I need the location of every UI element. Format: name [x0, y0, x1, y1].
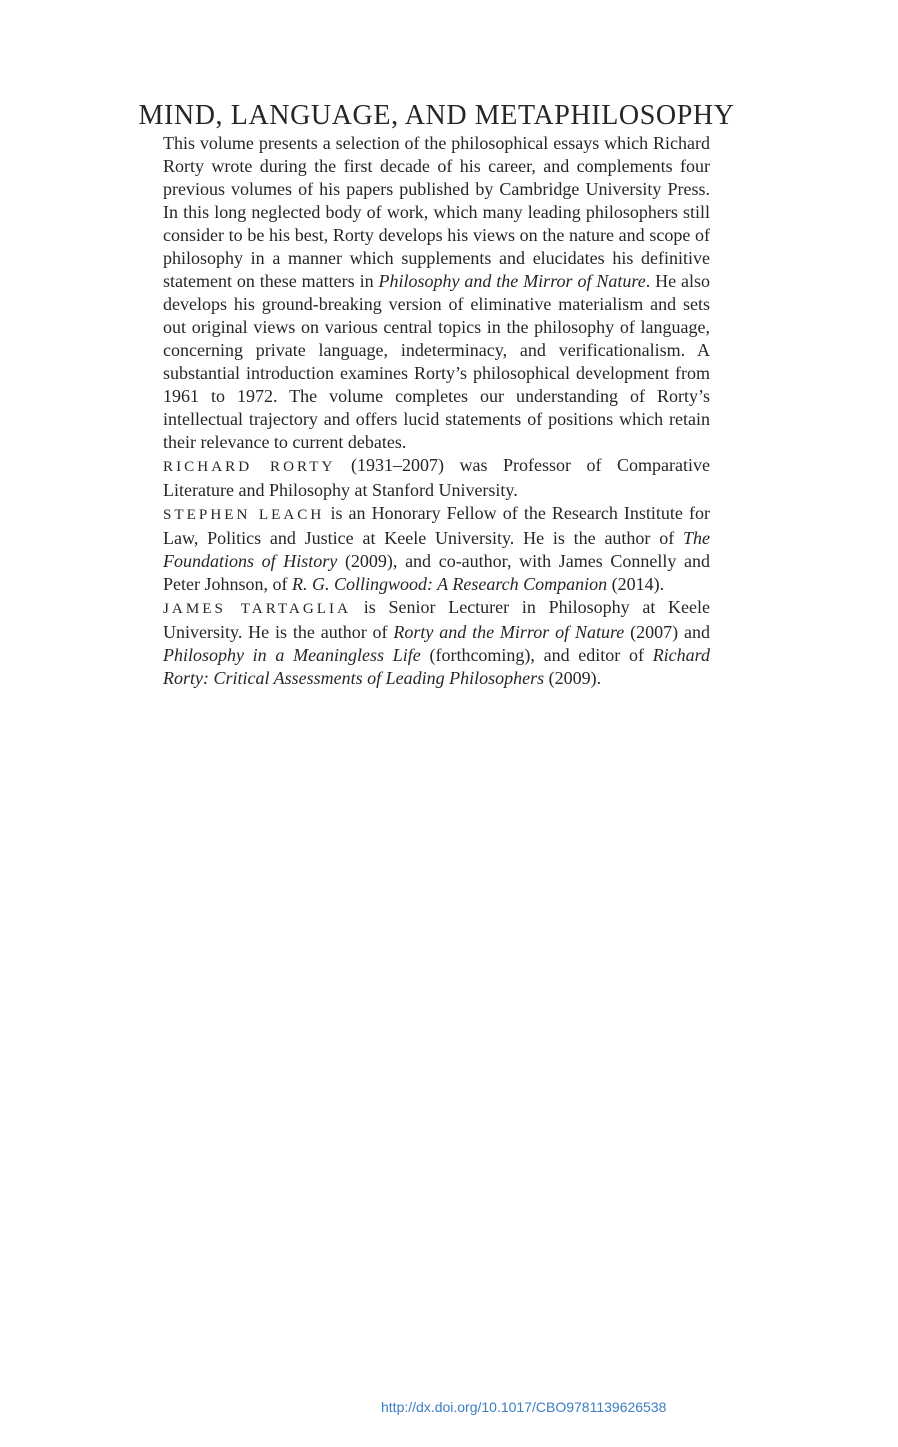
- text-segment: (2007) and: [624, 622, 710, 642]
- bio-stephen-leach: [163, 502, 710, 596]
- text-segment: (forthcoming), and editor of: [420, 645, 653, 665]
- text-segment-italic: Philosophy in a Meaningless Life: [163, 645, 421, 665]
- text-segment-italic: Richard Rorty: Critical Assessments of Leading Philosophers: [163, 645, 711, 688]
- text-segment-smallcaps: JAMES TARTAGLIA: [163, 601, 352, 617]
- text-segment-italic: R. G. Collingwood: A Research Companion: [292, 574, 608, 594]
- text-column: [163, 132, 710, 690]
- title-band: [138, 100, 735, 132]
- bio-richard-rorty: [163, 454, 710, 502]
- text-segment-italic: Philosophy and the Mirror of Nature: [378, 271, 646, 291]
- text-segment-smallcaps: STEPHEN LEACH: [163, 507, 325, 523]
- text-segment: (2009).: [544, 668, 602, 688]
- text-segment: is an Honorary Fellow of the Research Institute for Law, Politics and Justice at Keele University. He is the author of: [163, 503, 710, 548]
- text-segment: is Senior Lecturer in Philosophy at Keele University. He is the author of: [163, 597, 710, 642]
- text-segment: (1931–2007) was Professor of Comparative Literature and Philosophy at Stanford University.: [163, 455, 710, 500]
- book-description: [163, 132, 710, 454]
- text-segment: (2014).: [607, 574, 665, 594]
- text-segment: This volume presents a selection of the philosophical essays which Richard Rorty wrote during the first decade of his career, and complements four previous volumes of his papers published by Cambridge University Press. In this long neglected body of work, which many leading philosophers still consider to be his best, Rorty develops his views on the nature and scope of philosophy in a manner which supplements and elucidates his definitive statement on these matters in: [163, 133, 710, 291]
- bio-james-tartaglia: [163, 596, 710, 690]
- text-segment: (2009), and co-author, with James Connelly and Peter Johnson, of: [163, 551, 710, 594]
- text-segment-smallcaps: RICHARD RORTY: [163, 459, 336, 475]
- text-segment-italic: The Foundations of History: [163, 528, 710, 571]
- page-title: MIND, LANGUAGE, AND METAPHILOSOPHY: [138, 100, 735, 131]
- text-segment: . He also develops his ground-breaking version of eliminative materialism and sets out original views on various central topics in the philosophy of language, concerning private language, indeterminacy, and verificationalism. A substantial introduction examines Rorty’s philosophical development from 1961 to 1972. The volume completes our understanding of Rorty’s intellectual trajectory and offers lucid statements of positions which retain their relevance to current debates.: [163, 271, 710, 452]
- text-segment-italic: Rorty and the Mirror of Nature: [393, 622, 625, 642]
- book-front-matter-page: [0, 100, 898, 1447]
- doi-link[interactable]: http://dx.doi.org/10.1017/CBO9781139626538: [381, 1399, 667, 1415]
